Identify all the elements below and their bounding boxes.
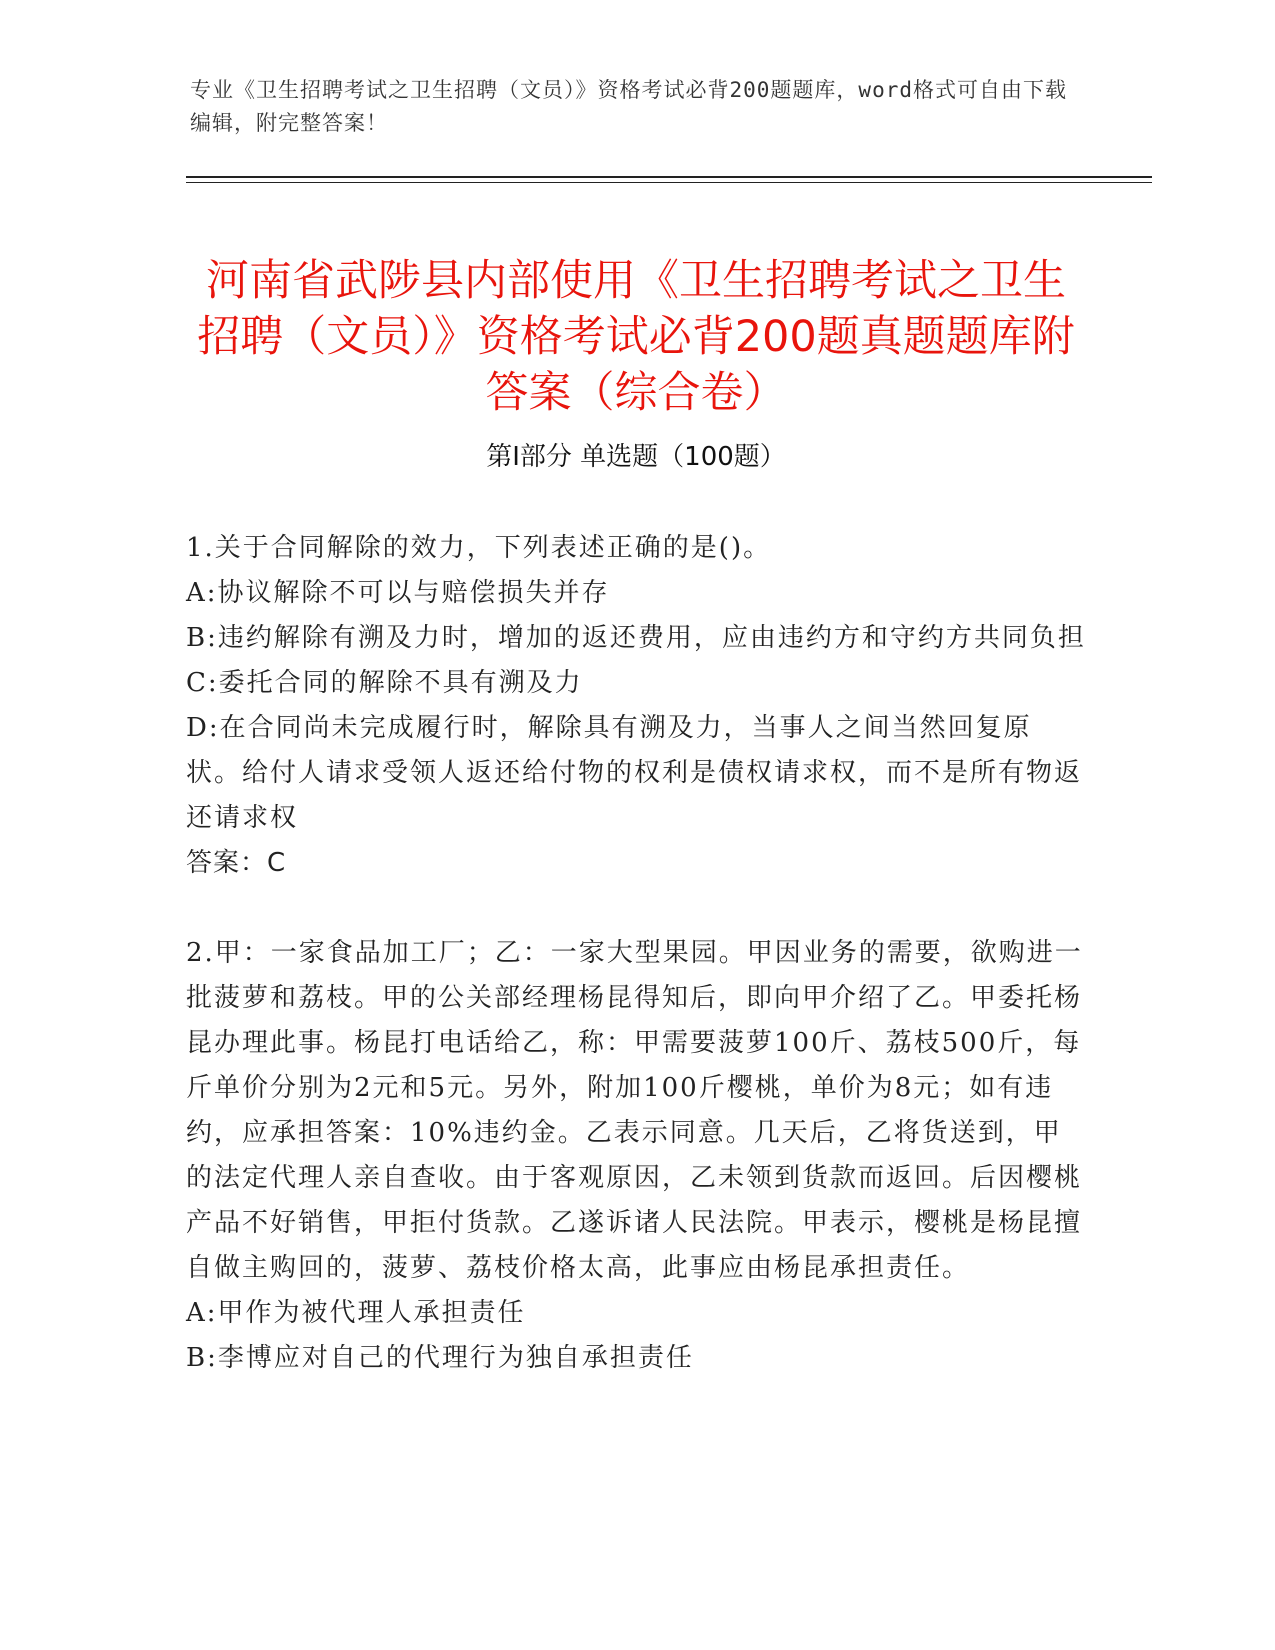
- option-b: B:李博应对自己的代理行为独自承担责任: [186, 1343, 694, 1373]
- question-gap: [186, 886, 1086, 931]
- question-list: [186, 526, 1086, 1381]
- option-a: A:协议解除不可以与赔偿损失并存: [186, 578, 610, 608]
- header-rule-thin: [186, 182, 1152, 183]
- option-a: A:甲作为被代理人承担责任: [186, 1298, 526, 1328]
- answer: 答案：C: [186, 848, 287, 878]
- section-title: 第Ⅰ部分 单选题（100题）: [486, 442, 786, 472]
- option-d: D:在合同尚未完成履行时，解除具有溯及力，当事人之间当然回复原状。给付人请求受领人返还给付物的权利是债权请求权，而不是所有物返还请求权: [186, 713, 1083, 833]
- header-note: 专业《卫生招聘考试之卫生招聘（文员）》资格考试必背200题题库，word格式可自由下载编辑，附完整答案！: [190, 78, 1067, 135]
- option-c: C:委托合同的解除不具有溯及力: [186, 668, 583, 698]
- option-b: B:违约解除有溯及力时，增加的返还费用，应由违约方和守约方共同负担: [186, 623, 1086, 653]
- header-rule-thick: [186, 176, 1152, 178]
- question-1: [186, 526, 1086, 886]
- question-stem: 2.甲：一家食品加工厂；乙：一家大型果园。甲因业务的需要，欲购进一批菠萝和荔枝。甲的公关部经理杨昆得知后，即向甲介绍了乙。甲委托杨昆办理此事。杨昆打电话给乙，称：甲需要菠萝100斤、荔枝500斤，每斤单价分别为2元和5元。另外，附加100斤樱桃，单价为8元；如有违约，应承担答案：10%违约金。乙表示同意。几天后，乙将货送到，甲的法定代理人亲自查收。由于客观原因，乙未领到货款而返回。后因樱桃产品不好销售，甲拒付货款。乙遂诉诸人民法院。甲表示，樱桃是杨昆擅自做主购回的，菠萝、荔枝价格太高，此事应由杨昆承担责任。: [186, 938, 1083, 1283]
- question-2: [186, 931, 1086, 1381]
- document-title: 河南省武陟县内部使用《卫生招聘考试之卫生招聘（文员）》资格考试必背200题真题题库附答案（综合卷）: [197, 255, 1075, 418]
- question-stem: 1.关于合同解除的效力，下列表述正确的是()。: [186, 533, 772, 563]
